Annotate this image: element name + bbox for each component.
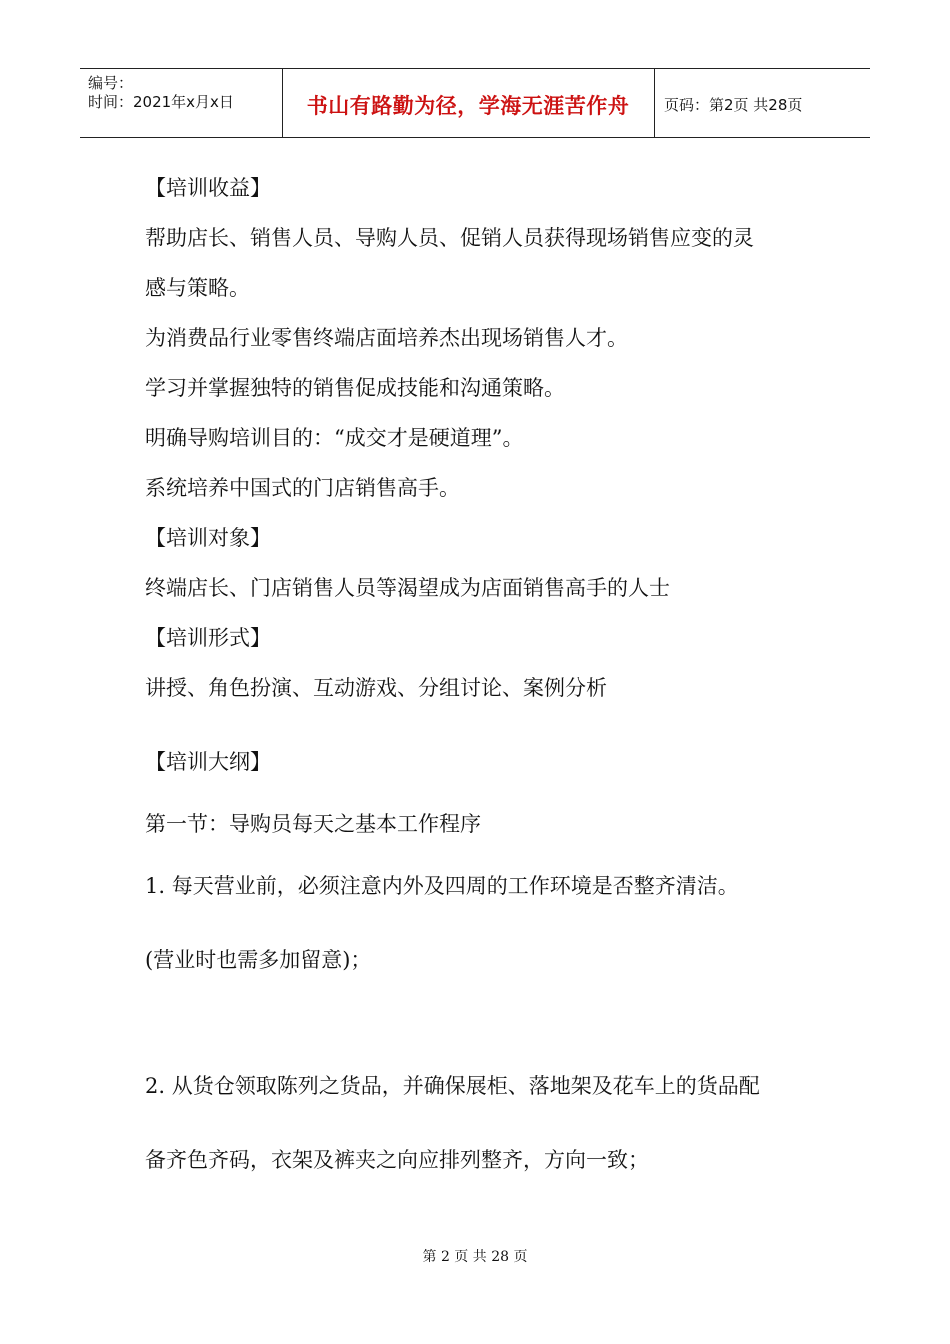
header-meta-cell [80,69,283,137]
paragraph-line: 终端店长、门店销售人员等渴望成为店面销售高手的人士 [145,576,670,600]
paragraph-line: 讲授、角色扮演、互动游戏、分组讨论、案例分析 [145,676,607,700]
section-heading-benefits: 【培训收益】 [145,176,271,200]
paragraph-line: 备齐色齐码，衣架及裤夹之向应排列整齐，方向一致； [145,1148,649,1172]
section-heading-format: 【培训形式】 [145,626,271,650]
header-motto-cell [282,69,655,137]
paragraph-line: (营业时也需多加留意)； [145,948,372,972]
page-footer: 第 2 页 共 28 页 [422,1249,528,1265]
paragraph-line: 学习并掌握独特的销售促成技能和沟通策略。 [145,376,565,400]
document-date-label: 时间：2021年x月x日 [88,93,234,111]
subsection-heading: 第一节：导购员每天之基本工作程序 [145,812,481,836]
header-page-cell [654,69,870,137]
section-heading-outline: 【培训大纲】 [145,750,271,774]
paragraph-line: 帮助店长、销售人员、导购人员、促销人员获得现场销售应变的灵 [145,226,754,250]
header-page-info: 页码：第2页 共28页 [664,96,803,114]
paragraph-line: 明确导购培训目的：“成交才是硬道理”。 [145,426,524,450]
section-heading-audience: 【培训对象】 [145,526,271,550]
header-motto: 书山有路勤为径，学海无涯苦作舟 [306,94,630,118]
document-number-label: 编号： [88,74,134,92]
paragraph-line: 系统培养中国式的门店销售高手。 [145,476,460,500]
numbered-item: 2. 从货仓领取陈列之货品，并确保展柜、落地架及花车上的货品配 [145,1074,760,1098]
paragraph-line: 感与策略。 [145,276,250,300]
page-header [80,68,870,138]
numbered-item: 1. 每天营业前，必须注意内外及四周的工作环境是否整齐清洁。 [145,874,739,898]
paragraph-line: 为消费品行业零售终端店面培养杰出现场销售人才。 [145,326,628,350]
